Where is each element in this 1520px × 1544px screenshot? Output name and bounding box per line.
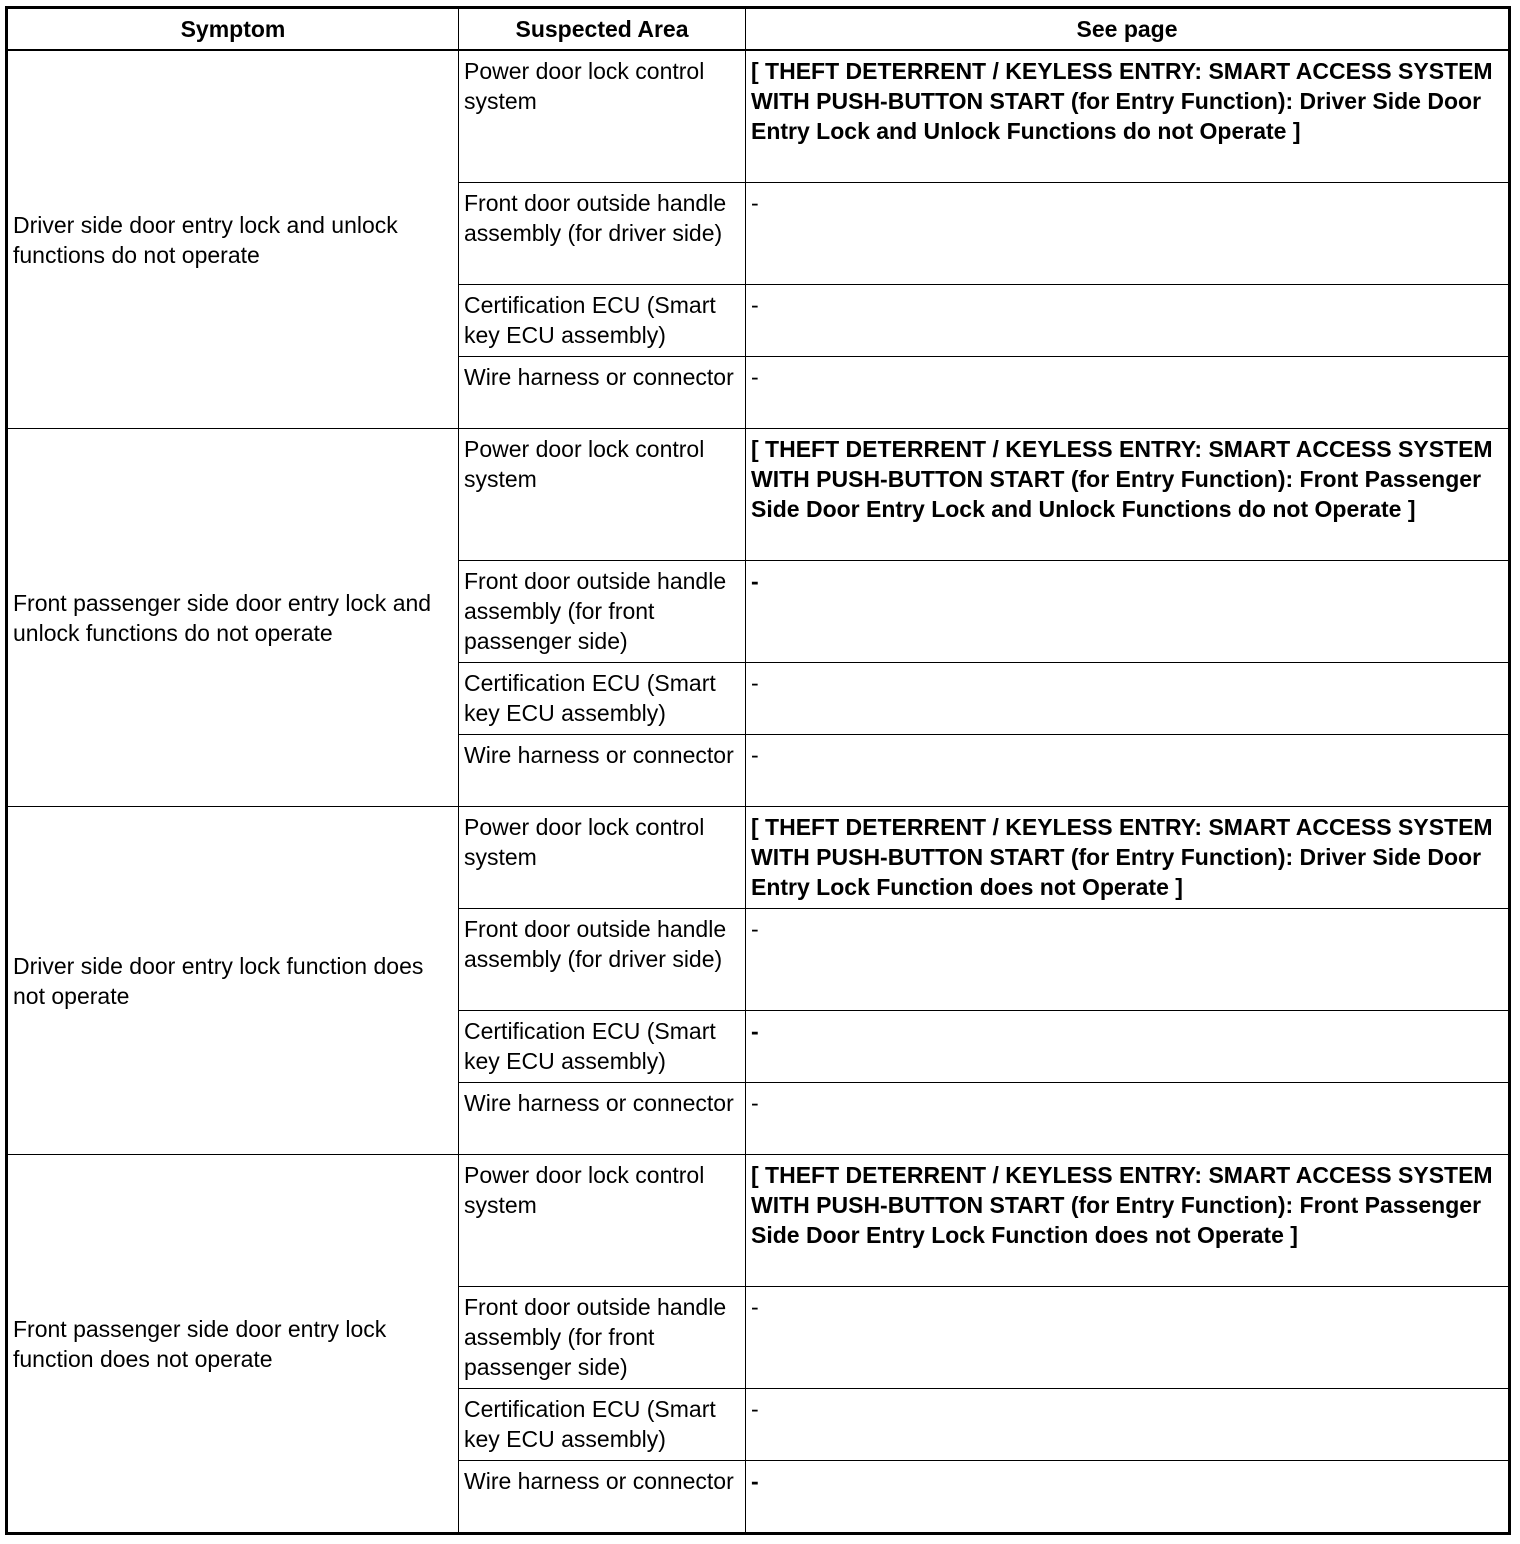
see-page-cell: - [746,561,1510,663]
see-page-cell: - [746,1083,1510,1155]
see-page-cell: - [746,1287,1510,1389]
table-row [7,1155,1510,1287]
suspected-area-cell: Front door outside handle assembly (for driver side) [459,183,746,285]
suspected-area-cell: Front door outside handle assembly (for driver side) [459,909,746,1011]
see-page-cell: - [746,1461,1510,1534]
see-page-link[interactable]: [ THEFT DETERRENT / KEYLESS ENTRY: SMART ACCESS SYSTEM WITH PUSH-BUTTON START (for Entry Function): Front Passenger Side Door Entry Lock Function does not Operate ] [746,1155,1510,1287]
suspected-area-cell: Certification ECU (Smart key ECU assembly) [459,663,746,735]
table-row [7,429,1510,561]
see-page-link[interactable]: [ THEFT DETERRENT / KEYLESS ENTRY: SMART ACCESS SYSTEM WITH PUSH-BUTTON START (for Entry Function): Front Passenger Side Door Entry Lock and Unlock Functions do not Operate ] [746,429,1510,561]
symptom-cell: Front passenger side door entry lock function does not operate [7,1155,459,1534]
suspected-area-cell: Certification ECU (Smart key ECU assembly) [459,1011,746,1083]
suspected-area-cell: Certification ECU (Smart key ECU assembly) [459,1389,746,1461]
see-page-cell: - [746,1389,1510,1461]
see-page-link[interactable]: [ THEFT DETERRENT / KEYLESS ENTRY: SMART ACCESS SYSTEM WITH PUSH-BUTTON START (for Entry Function): Driver Side Door Entry Lock Function does not Operate ] [746,807,1510,909]
problem-symptoms-table [5,6,1511,1535]
suspected-area-cell: Front door outside handle assembly (for front passenger side) [459,1287,746,1389]
suspected-area-cell: Power door lock control system [459,429,746,561]
header-suspected-area: Suspected Area [459,8,746,51]
see-page-link[interactable]: [ THEFT DETERRENT / KEYLESS ENTRY: SMART ACCESS SYSTEM WITH PUSH-BUTTON START (for Entry Function): Driver Side Door Entry Lock and Unlock Functions do not Operate ] [746,50,1510,183]
table-row [7,807,1510,909]
see-page-cell: - [746,909,1510,1011]
see-page-cell: - [746,357,1510,429]
symptom-cell: Driver side door entry lock and unlock functions do not operate [7,50,459,429]
symptom-cell: Driver side door entry lock function does not operate [7,807,459,1155]
see-page-cell: - [746,285,1510,357]
suspected-area-cell: Power door lock control system [459,50,746,183]
suspected-area-cell: Power door lock control system [459,1155,746,1287]
table-row [7,50,1510,183]
suspected-area-cell: Front door outside handle assembly (for front passenger side) [459,561,746,663]
header-see-page: See page [746,8,1510,51]
suspected-area-cell: Certification ECU (Smart key ECU assembly) [459,285,746,357]
see-page-cell: - [746,1011,1510,1083]
suspected-area-cell: Wire harness or connector [459,735,746,807]
table-header-row [7,8,1510,51]
suspected-area-cell: Wire harness or connector [459,1083,746,1155]
header-symptom: Symptom [7,8,459,51]
see-page-cell: - [746,183,1510,285]
suspected-area-cell: Power door lock control system [459,807,746,909]
suspected-area-cell: Wire harness or connector [459,1461,746,1534]
symptom-cell: Front passenger side door entry lock and unlock functions do not operate [7,429,459,807]
suspected-area-cell: Wire harness or connector [459,357,746,429]
see-page-cell: - [746,735,1510,807]
see-page-cell: - [746,663,1510,735]
